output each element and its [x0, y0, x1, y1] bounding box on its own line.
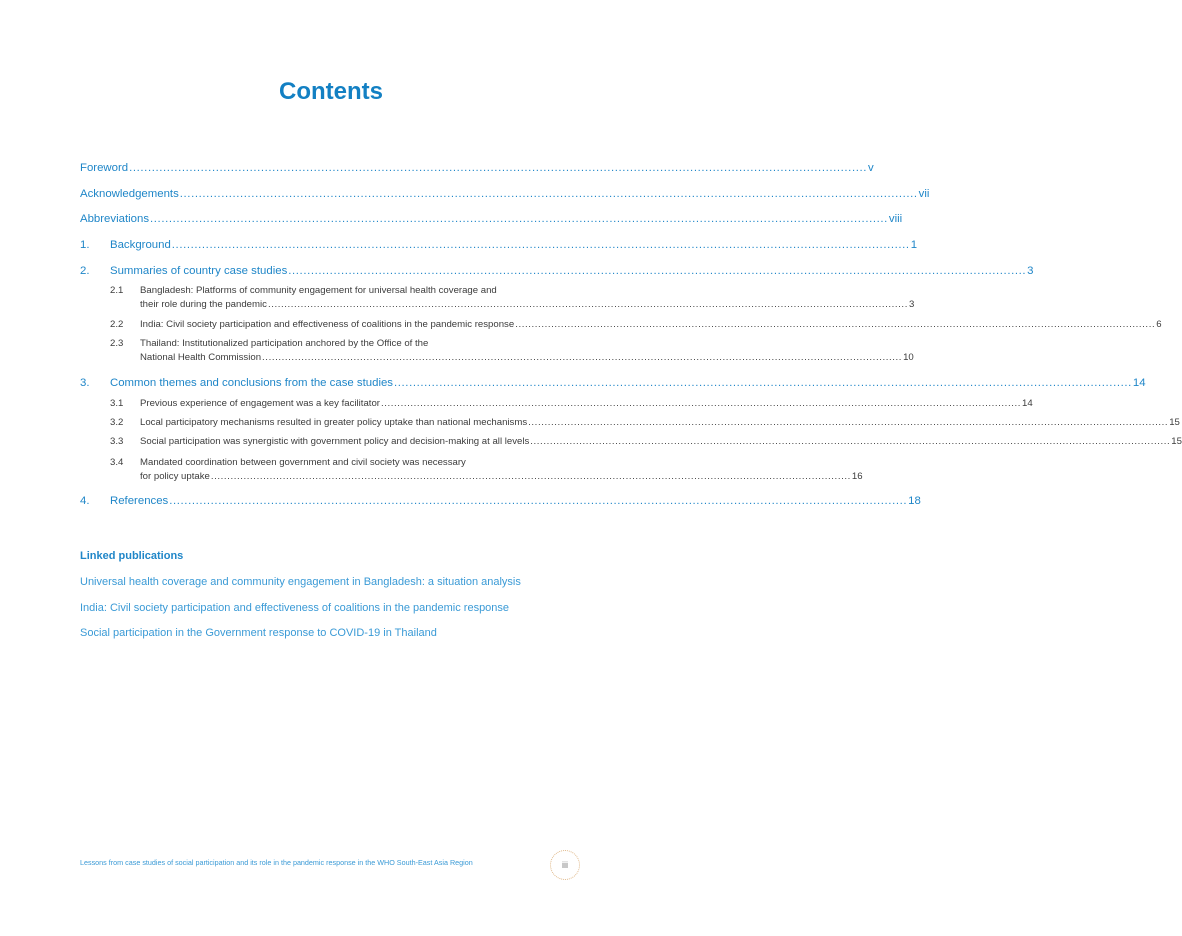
toc-entry-background[interactable]: [80, 239, 918, 251]
toc-number: 2.: [80, 265, 90, 277]
leader-dots: ....................................................................................................................................................................................................: [515, 319, 1156, 330]
toc-label-line1: Mandated coordination between government and civil society was necessary: [140, 457, 466, 468]
toc-page: 10: [903, 352, 914, 363]
toc-entry-3-4[interactable]: [110, 457, 863, 482]
toc-number: 3.: [80, 377, 90, 389]
leader-dots: ....................................................................................................................................................................................................: [210, 471, 851, 482]
toc-number: 3.3: [110, 436, 124, 447]
toc-number: 3.4: [110, 457, 124, 468]
leader-dots: ....................................................................................................................................................................................................: [179, 188, 918, 200]
leader-dots: ....................................................................................................................................................................................................: [380, 398, 1022, 409]
toc-entry-foreword[interactable]: [80, 162, 874, 174]
toc-number: 2.1: [110, 285, 124, 296]
toc-label: Social participation was synergistic with government policy and decision-making at all levels: [140, 436, 530, 447]
toc-label: Background: [110, 239, 171, 251]
toc-page: 1: [910, 239, 918, 251]
toc-entry-3-3[interactable]: [110, 436, 1182, 447]
toc-entry-acknowledgements[interactable]: [80, 188, 930, 200]
page-number-text: iii: [562, 860, 568, 870]
toc-number: 4.: [80, 495, 90, 507]
toc-entry-references[interactable]: [80, 495, 921, 507]
toc-entry-summaries[interactable]: [80, 265, 1034, 277]
toc-page: 16: [851, 471, 863, 482]
toc-page: 14: [1022, 398, 1033, 409]
toc-page: 14: [1132, 377, 1146, 389]
toc-entry-2-1[interactable]: [110, 285, 915, 310]
toc-entry-common-themes[interactable]: [80, 377, 1146, 389]
toc-page: 3: [1027, 265, 1034, 277]
toc-entry-2-2[interactable]: [110, 319, 1162, 330]
toc-entry-3-1[interactable]: [110, 398, 1033, 409]
toc-label: Local participatory mechanisms resulted in greater policy uptake than national mechanisms: [140, 417, 528, 428]
toc-page: 6: [1156, 319, 1162, 330]
toc-number: 2.3: [110, 338, 124, 349]
toc-page: viii: [888, 213, 903, 225]
toc-number: 3.2: [110, 417, 124, 428]
toc-label-line1: Thailand: Institutionalized participation anchored by the Office of the: [140, 338, 429, 349]
leader-dots: ....................................................................................................................................................................................................: [150, 213, 888, 225]
toc-page: v: [868, 162, 874, 174]
toc-label: their role during the pandemic: [140, 299, 267, 310]
linked-publication-link[interactable]: Social participation in the Government response to COVID-19 in Thailand: [80, 627, 437, 639]
leader-dots: ....................................................................................................................................................................................................: [267, 299, 908, 310]
toc-label: for policy uptake: [140, 471, 210, 482]
page-title: Contents: [279, 78, 383, 105]
leader-dots: ....................................................................................................................................................................................................: [262, 352, 903, 363]
toc-label: Common themes and conclusions from the case studies: [110, 377, 394, 389]
toc-label-line1: Bangladesh: Platforms of community engagement for universal health coverage and: [140, 285, 497, 296]
leader-dots: ....................................................................................................................................................................................................: [171, 239, 910, 251]
toc-label: Previous experience of engagement was a key facilitator: [140, 398, 380, 409]
linked-publications-heading: Linked publications: [80, 550, 184, 562]
toc-page: 15: [1171, 436, 1182, 447]
toc-number: 3.1: [110, 398, 124, 409]
toc-entry-abbreviations[interactable]: [80, 213, 903, 225]
toc-number: 2.2: [110, 319, 124, 330]
page-number: [550, 850, 580, 880]
toc-page: 3: [908, 299, 915, 310]
toc-label: Abbreviations: [80, 213, 150, 225]
toc-page: 15: [1169, 417, 1180, 428]
toc-page: vii: [918, 188, 930, 200]
toc-page: 18: [908, 495, 921, 507]
toc-label: References: [110, 495, 169, 507]
leader-dots: ....................................................................................................................................................................................................: [169, 495, 908, 507]
toc-label: Acknowledgements: [80, 188, 179, 200]
leader-dots: ....................................................................................................................................................................................................: [288, 265, 1027, 277]
toc-number: 1.: [80, 239, 90, 251]
leader-dots: ....................................................................................................................................................................................................: [129, 162, 868, 174]
running-footer: Lessons from case studies of social participation and its role in the pandemic response in the WHO South-East Asia Region: [80, 858, 473, 867]
leader-dots: ....................................................................................................................................................................................................: [530, 436, 1171, 447]
toc-label: India: Civil society participation and effectiveness of coalitions in the pandemic response: [140, 319, 515, 330]
leader-dots: ....................................................................................................................................................................................................: [528, 417, 1169, 428]
toc-label: Summaries of country case studies: [110, 265, 288, 277]
linked-publication-link[interactable]: India: Civil society participation and effectiveness of coalitions in the pandemic response: [80, 602, 510, 614]
toc-label: National Health Commission: [140, 352, 262, 363]
leader-dots: ....................................................................................................................................................................................................: [394, 377, 1132, 389]
toc-entry-2-3[interactable]: [110, 338, 914, 363]
toc-label: Foreword: [80, 162, 129, 174]
linked-publication-link[interactable]: Universal health coverage and community engagement in Bangladesh: a situation analysis: [80, 576, 521, 588]
toc-entry-3-2[interactable]: [110, 417, 1180, 428]
